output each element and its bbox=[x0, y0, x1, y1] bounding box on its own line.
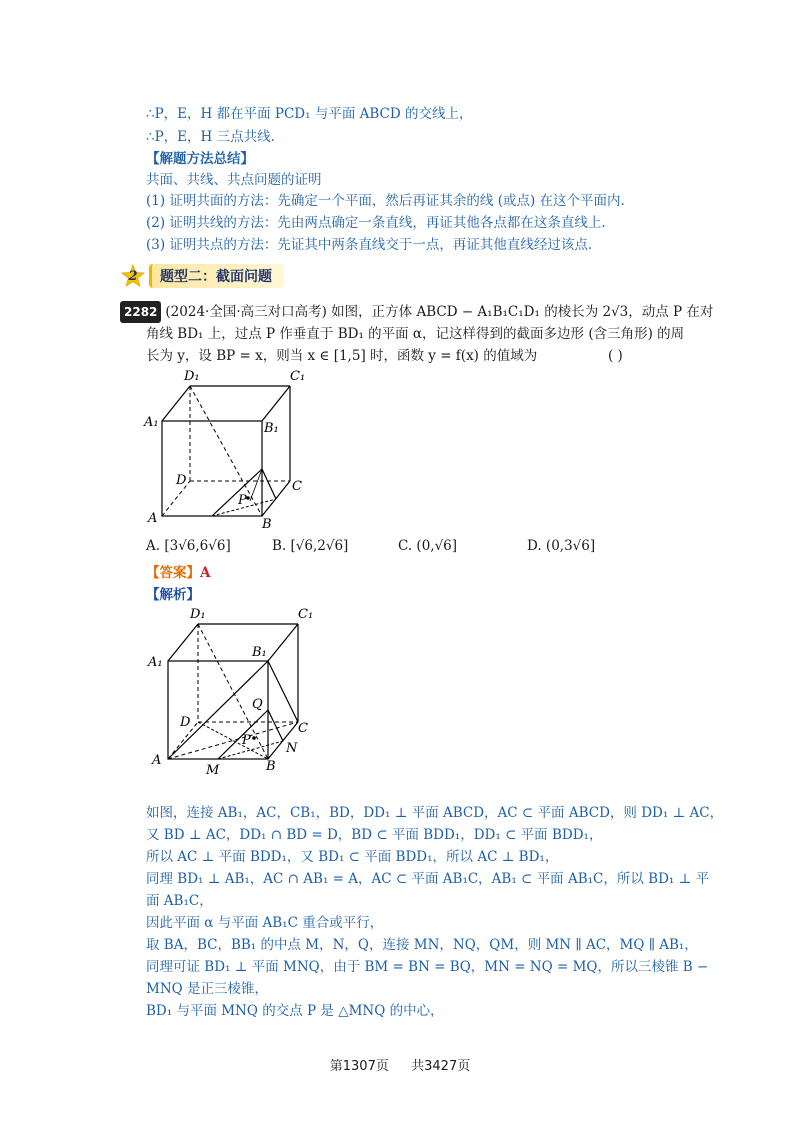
label2-d1: D₁ bbox=[190, 607, 206, 622]
summary-line-3: (2) 证明共线的方法：先由两点确定一条直线，再证其他各点都在这条直线上. bbox=[146, 215, 606, 231]
cube-figure-1 bbox=[140, 366, 340, 531]
label2-m: M bbox=[206, 763, 220, 778]
summary-line-1: 共面、共线、共点问题的证明 bbox=[146, 172, 322, 188]
summary-line-4: (3) 证明共点的方法：先证其中两条直线交于一点，再证其他直线经过该点. bbox=[146, 237, 593, 253]
analysis-line-7: 取 BA，BC，BB₁ 的中点 M，N，Q，连接 MN，NQ，QM，则 MN ∥ AC，MQ ∥ AB₁， bbox=[146, 937, 698, 953]
page-footer bbox=[0, 1055, 800, 1074]
problem-number: 2282 bbox=[120, 301, 161, 323]
analysis-line-4: 同理 BD₁ ⊥ AB₁，AC ∩ AB₁ = A，AC ⊂ 平面 AB₁C，AB₁ ⊂ 平面 AB₁C，所以 BD₁ ⊥ 平 bbox=[146, 871, 710, 887]
option-d[interactable]: D. (0,3√6] bbox=[527, 538, 596, 554]
label2-b1: B₁ bbox=[252, 645, 267, 660]
label-d1: D₁ bbox=[184, 369, 200, 384]
label2-q: Q bbox=[252, 697, 263, 712]
summary-line-2: (1) 证明共面的方法：先确定一个平面，然后再证其余的线 (或点) 在这个平面内. bbox=[146, 193, 625, 209]
page-number: 第1307页 bbox=[329, 1059, 389, 1074]
label-b: B bbox=[262, 517, 272, 531]
label2-a: A bbox=[152, 753, 162, 768]
label-c: C bbox=[292, 479, 302, 494]
label2-c1: C₁ bbox=[298, 607, 314, 622]
label2-a1: A₁ bbox=[148, 655, 163, 670]
problem-line-1: 2282 (2024·全国·高三对口高考) 如图，正方体 ABCD − A₁B₁C₁D₁ 的棱长为 2√3，动点 P 在对 bbox=[120, 301, 713, 323]
label2-p: P bbox=[242, 733, 251, 748]
label2-c: C bbox=[298, 721, 308, 736]
proof-line-2: ∴P，E，H 三点共线. bbox=[146, 129, 275, 145]
label2-n: N bbox=[286, 741, 298, 756]
option-c[interactable]: C. (0,√6] bbox=[398, 538, 458, 554]
label-a1: A₁ bbox=[144, 415, 159, 430]
problem-line-3: 长为 y，设 BP = x，则当 x ∈ [1,5] 时，函数 y = f(x) 的值域为 bbox=[146, 348, 538, 364]
label2-d: D bbox=[180, 715, 191, 730]
cube-figure-2 bbox=[140, 604, 350, 784]
section-title: 题型二：截面问题 bbox=[149, 264, 284, 288]
analysis-line-6: 因此平面 α 与平面 AB₁C 重合或平行， bbox=[146, 915, 384, 931]
analysis-line-2: 又 BD ⊥ AC，DD₁ ∩ BD = D，BD ⊂ 平面 BDD₁，DD₁ ⊂ 平面 BDD₁， bbox=[146, 827, 603, 843]
analysis-line-5: 面 AB₁C， bbox=[146, 893, 213, 909]
summary-heading: 【解题方法总结】 bbox=[146, 151, 254, 167]
analysis-label: 【解析】 bbox=[146, 587, 200, 603]
label-a: A bbox=[148, 511, 158, 526]
section-banner bbox=[121, 263, 284, 289]
label-d: D bbox=[176, 473, 187, 488]
section-badge-number: 2 bbox=[128, 269, 138, 284]
analysis-line-10: BD₁ 与平面 MNQ 的交点 P 是 △MNQ 的中心， bbox=[146, 1003, 444, 1019]
problem-line-2: 角线 BD₁ 上，过点 P 作垂直于 BD₁ 的平面 α，记这样得到的截面多边形 (含三角形) 的周 bbox=[146, 326, 685, 342]
option-a[interactable]: A. [3√6,6√6] bbox=[146, 538, 231, 554]
label-c1: C₁ bbox=[290, 369, 306, 384]
analysis-line-3: 所以 AC ⊥ 平面 BDD₁，又 BD₁ ⊂ 平面 BDD₁，所以 AC ⊥ BD₁， bbox=[146, 849, 559, 865]
answer-value: A bbox=[200, 565, 211, 581]
analysis-line-9: MNQ 是正三棱锥， bbox=[146, 981, 268, 997]
proof-line-1: ∴P，E，H 都在平面 PCD₁ 与平面 ABCD 的交线上， bbox=[146, 106, 473, 122]
page-total: 共3427页 bbox=[411, 1059, 471, 1074]
label2-b: B bbox=[266, 759, 276, 774]
star-badge-icon bbox=[121, 264, 145, 288]
answer-blank: ( ) bbox=[608, 348, 623, 364]
analysis-line-1: 如图，连接 AB₁，AC，CB₁，BD，DD₁ ⊥ 平面 ABCD，AC ⊂ 平面 ABCD，则 DD₁ ⊥ AC， bbox=[146, 805, 724, 821]
answer-line bbox=[146, 563, 210, 583]
option-b[interactable]: B. [√6,2√6] bbox=[272, 538, 349, 554]
answer-label: 【答案】 bbox=[146, 565, 200, 581]
analysis-line-8: 同理可证 BD₁ ⊥ 平面 MNQ，由于 BM = BN = BQ，MN = NQ = MQ，所以三棱锥 B − bbox=[146, 959, 709, 975]
label-b1: B₁ bbox=[264, 421, 279, 436]
label-p: P bbox=[238, 493, 247, 508]
